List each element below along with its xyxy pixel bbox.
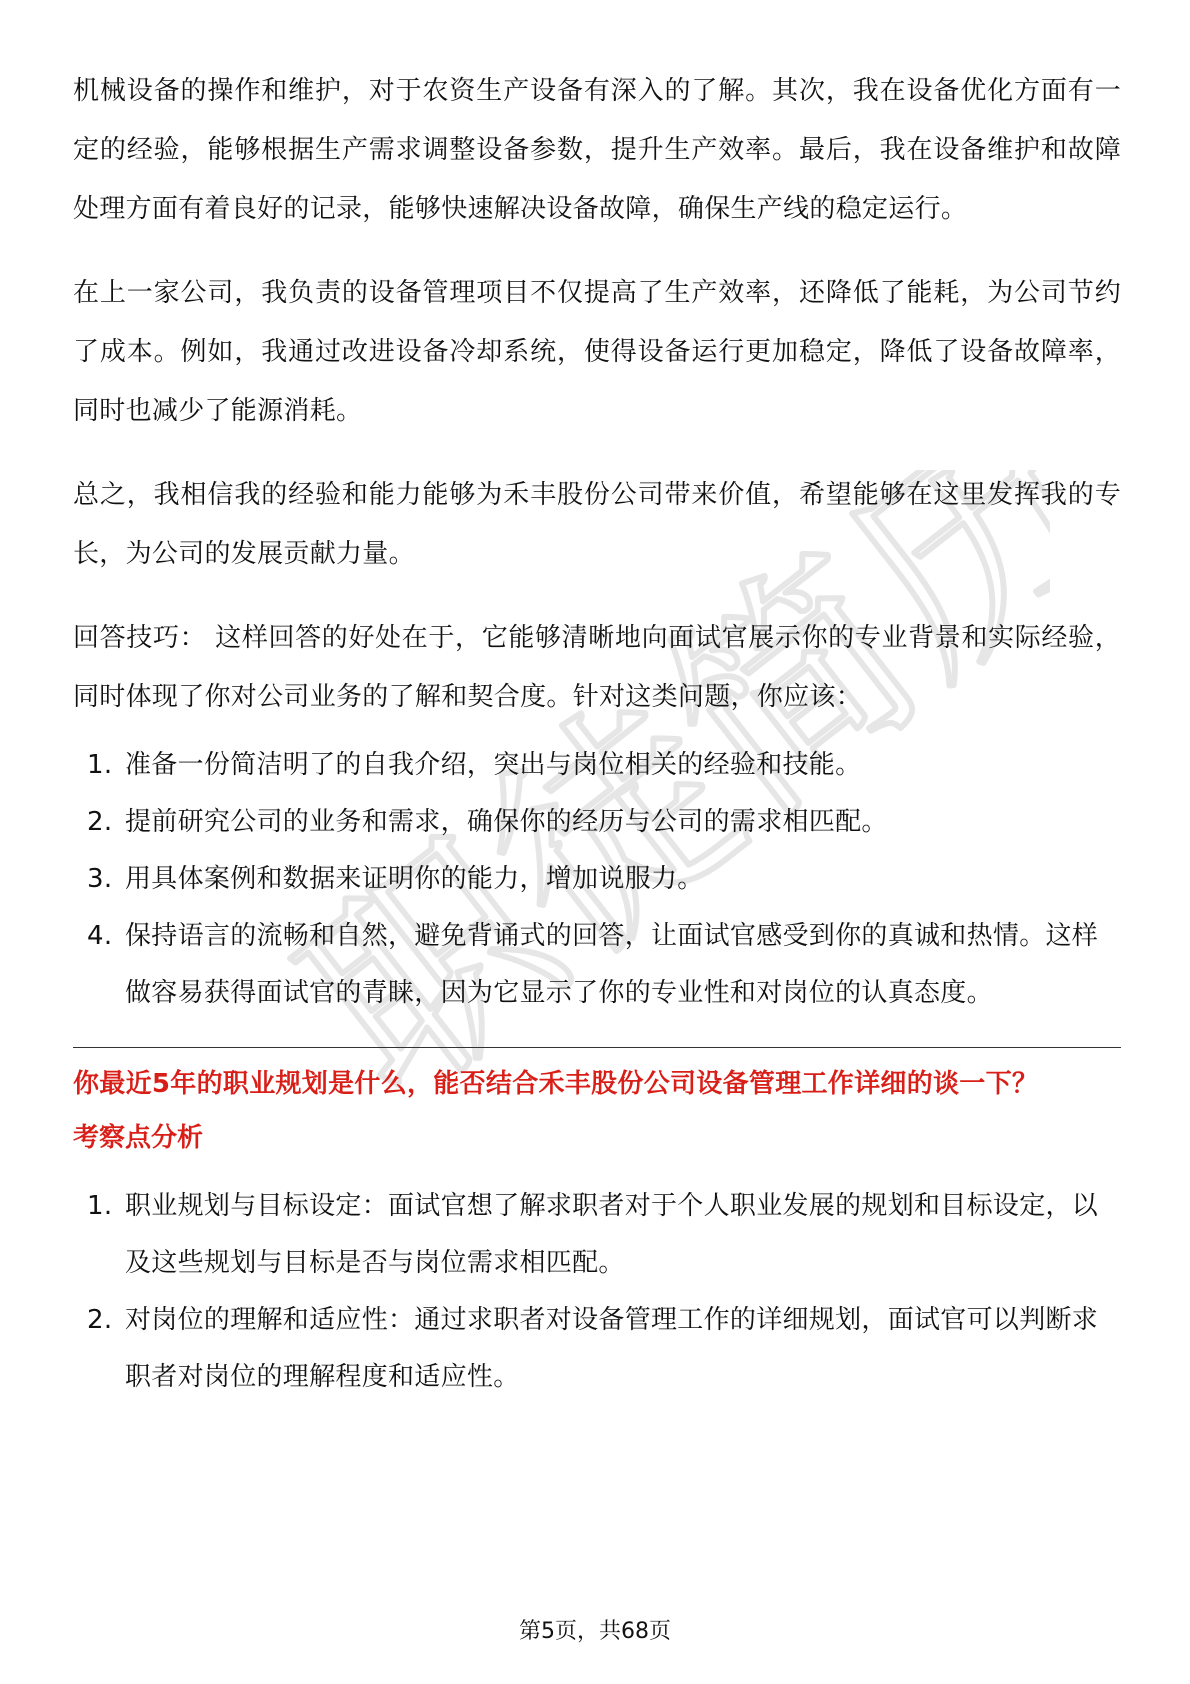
analysis-list: [73, 1178, 1121, 1406]
paragraph-previous-company: 在上一家公司，我负责的设备管理项目不仅提高了生产效率，还降低了能耗，为公司节约了成本。例如，我通过改进设备冷却系统，使得设备运行更加稳定，降低了设备故障率，同时也减少了能源消耗。: [73, 278, 1121, 426]
list-item-text: 提前研究公司的业务和需求，确保你的经历与公司的需求相匹配。: [125, 807, 888, 837]
list-item-text: 用具体案例和数据来证明你的能力，增加说服力。: [125, 864, 704, 894]
list-item: [73, 851, 1121, 908]
list-item-number: 2.: [87, 1305, 113, 1335]
list-item: [73, 737, 1121, 794]
list-item: [73, 908, 1121, 1022]
watermark-text: 职徒简历: [261, 470, 1050, 1147]
list-item-text: 对岗位的理解和适应性：通过求职者对设备管理工作的详细规划，面试官可以判断求职者对岗位的理解程度和适应性。: [125, 1305, 1099, 1392]
list-item-number: 1.: [87, 750, 113, 780]
list-item: [73, 1178, 1121, 1292]
main-content: [73, 62, 1121, 1406]
list-item-text: 准备一份简洁明了的自我介绍，突出与岗位相关的经验和技能。: [125, 750, 862, 780]
list-item-number: 1.: [87, 1191, 113, 1221]
analysis-heading: 考察点分析: [73, 1123, 204, 1153]
list-item: [73, 1292, 1121, 1406]
list-item-text: 职业规划与目标设定：面试官想了解求职者对于个人职业发展的规划和目标设定，以及这些规划与目标是否与岗位需求相匹配。: [125, 1191, 1099, 1278]
tips-list: [73, 737, 1121, 1022]
section-divider: [73, 1047, 1121, 1048]
list-item-number: 3.: [87, 864, 113, 894]
paragraph-conclusion: 总之，我相信我的经验和能力能够为禾丰股份公司带来价值，希望能够在这里发挥我的专长，为公司的发展贡献力量。: [73, 480, 1121, 569]
paragraph-answer-tips: 回答技巧： 这样回答的好处在于，它能够清晰地向面试官展示你的专业背景和实际经验，同时体现了你对公司业务的了解和契合度。针对这类问题，你应该：: [73, 623, 1121, 712]
list-item-number: 4.: [87, 921, 113, 951]
list-item: [73, 794, 1121, 851]
page-footer: 第5页，共68页: [519, 1619, 671, 1644]
list-item-number: 2.: [87, 807, 113, 837]
list-item-text: 保持语言的流畅和自然，避免背诵式的回答，让面试官感受到你的真诚和热情。这样做容易获得面试官的青睐，因为它显示了你的专业性和对岗位的认真态度。: [125, 921, 1099, 1008]
paragraph-experience: 机械设备的操作和维护，对于农资生产设备有深入的了解。其次，我在设备优化方面有一定的经验，能够根据生产需求调整设备参数，提升生产效率。最后，我在设备维护和故障处理方面有着良好的记录，能够快速解决设备故障，确保生产线的稳定运行。: [73, 76, 1121, 224]
question-title: 你最近5年的职业规划是什么，能否结合禾丰股份公司设备管理工作详细的谈一下？: [73, 1069, 1039, 1099]
